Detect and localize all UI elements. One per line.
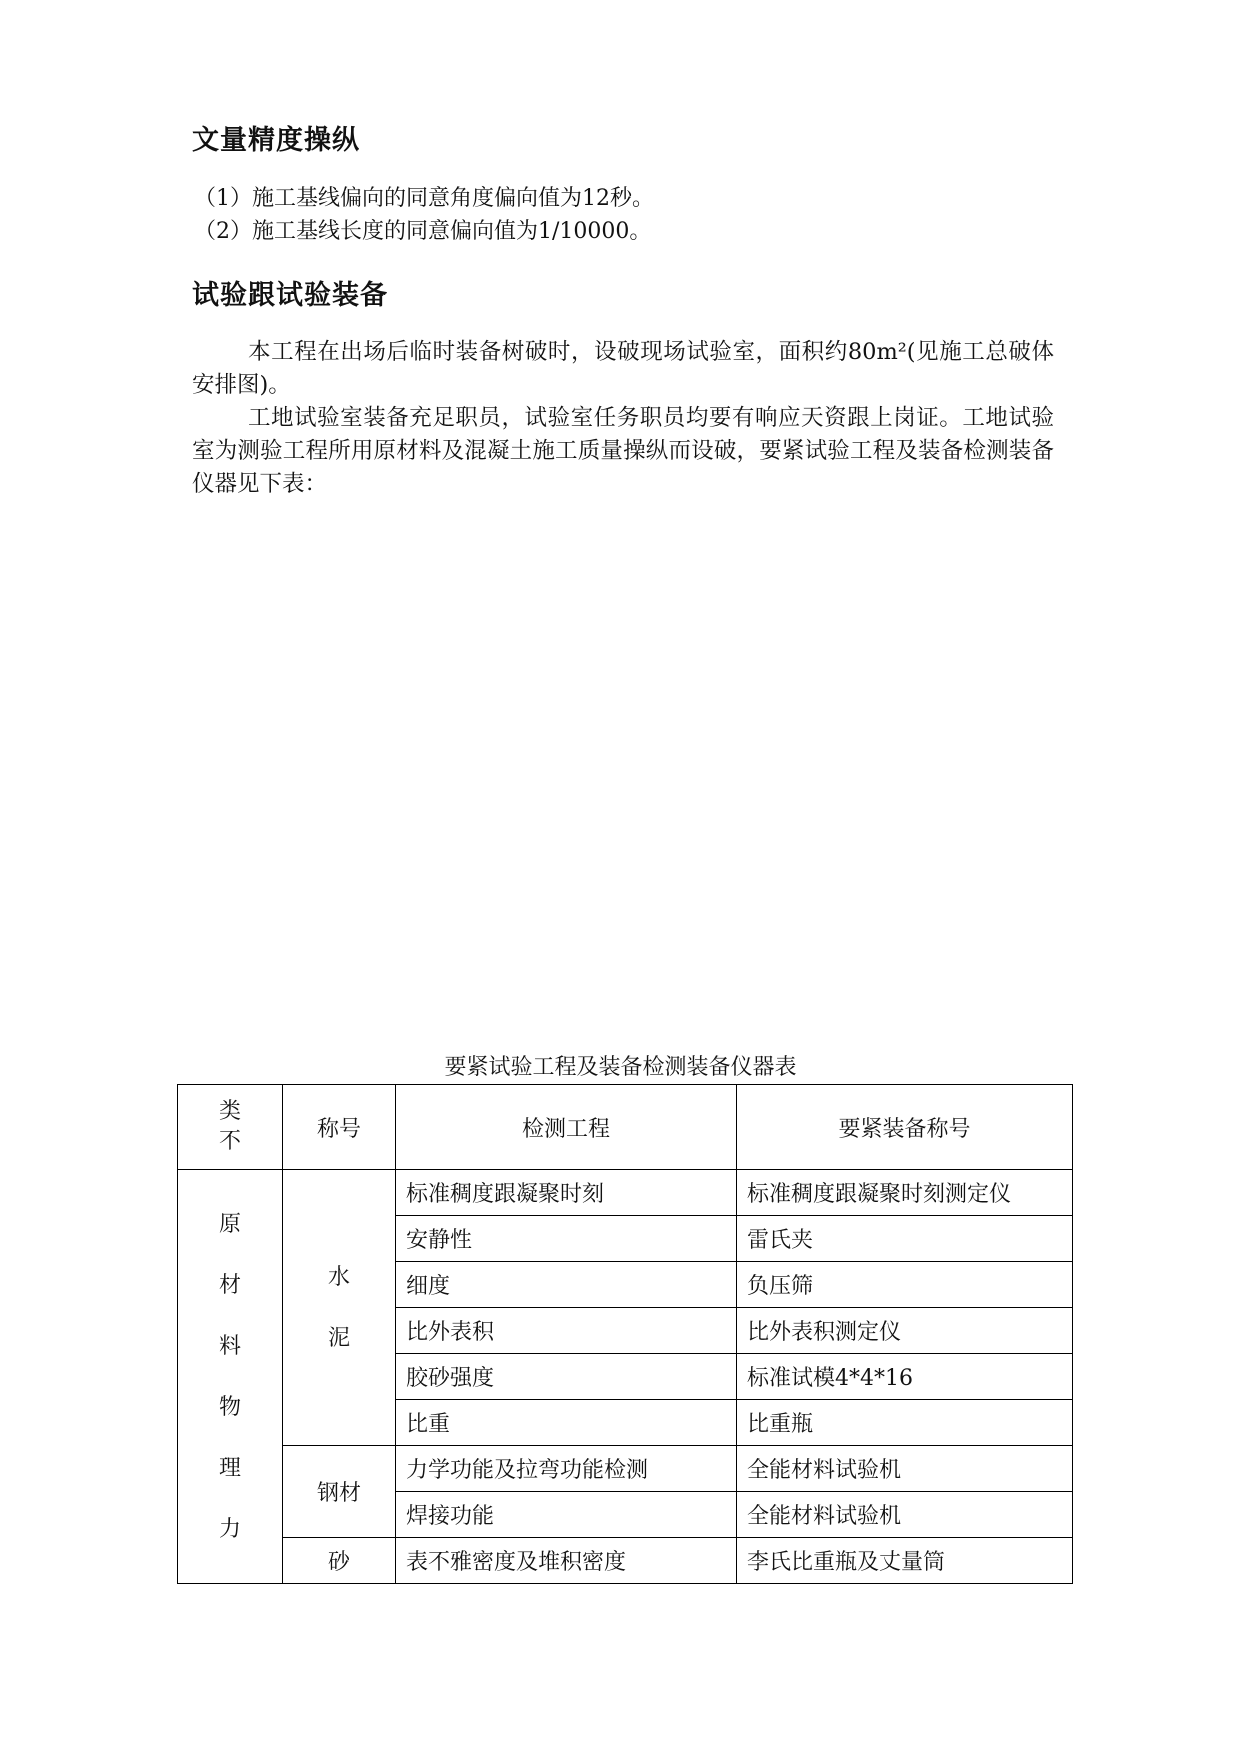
test-item-cell: 标准稠度跟凝聚时刻: [396, 1170, 737, 1216]
equipment-cell: 标准试模4*4*16: [737, 1354, 1073, 1400]
header-equipment: 要紧装备称号: [737, 1085, 1073, 1170]
group-sand-cell: 砂: [283, 1538, 396, 1584]
section-heading-testing-equipment: 试验跟试验装备: [192, 280, 388, 311]
group-steel-cell: 钢材: [283, 1446, 396, 1538]
group-cement-char: 水: [327, 1264, 350, 1290]
paragraph-lab-staff: 工地试验室装备充足职员，试验室任务职员均要有响应天资跟上岗证。工地试验室为测验工程所用原材料及混凝土施工质量操纵而设破，要紧试验工程及装备检测装备仪器见下表：: [192, 405, 1054, 497]
table-row: [178, 1446, 1073, 1492]
test-item-cell: 安静性: [396, 1216, 737, 1262]
equipment-cell: 比重瓶: [737, 1400, 1073, 1446]
equipment-cell: 标准稠度跟凝聚时刻测定仪: [737, 1170, 1073, 1216]
group-cement-char: 泥: [327, 1325, 350, 1351]
header-category-line1: 类: [218, 1099, 241, 1124]
header-test-item: 检测工程: [396, 1085, 737, 1170]
section-heading-measurement-precision: 文量精度操纵: [192, 125, 360, 156]
table-row: [178, 1170, 1073, 1216]
category-char: 力: [218, 1516, 241, 1542]
test-item-cell: 力学功能及拉弯功能检测: [396, 1446, 737, 1492]
table-header-row: [178, 1085, 1073, 1170]
category-char: 原: [218, 1211, 241, 1237]
table-row: [178, 1538, 1073, 1584]
category-cell: [178, 1170, 283, 1584]
precision-item-angle: （1）施工基线偏向的同意角度偏向值为12秒。: [194, 186, 654, 211]
equipment-cell: 雷氏夹: [737, 1216, 1073, 1262]
category-char: 理: [218, 1455, 241, 1481]
group-cement-cell: [283, 1170, 396, 1446]
table-caption: 要紧试验工程及装备检测装备仪器表: [444, 1055, 797, 1080]
header-name: 称号: [283, 1085, 396, 1170]
header-category-line2: 不: [218, 1129, 241, 1154]
test-item-cell: 焊接功能: [396, 1492, 737, 1538]
paragraph-lab-setup: 本工程在出场后临时装备树破时，设破现场试验室，面积约80m²(见施工总破体安排图)。: [192, 339, 1054, 398]
equipment-cell: 负压筛: [737, 1262, 1073, 1308]
test-item-cell: 表不雅密度及堆积密度: [396, 1538, 737, 1584]
equipment-cell: 全能材料试验机: [737, 1492, 1073, 1538]
equipment-cell: 李氏比重瓶及丈量筒: [737, 1538, 1073, 1584]
header-category: [178, 1085, 283, 1170]
test-item-cell: 比重: [396, 1400, 737, 1446]
category-char: 物: [218, 1394, 241, 1420]
category-char: 料: [218, 1333, 241, 1359]
test-item-cell: 比外表积: [396, 1308, 737, 1354]
equipment-cell: 比外表积测定仪: [737, 1308, 1073, 1354]
test-item-cell: 胶砂强度: [396, 1354, 737, 1400]
test-item-cell: 细度: [396, 1262, 737, 1308]
precision-item-length: （2）施工基线长度的同意偏向值为1/10000。: [194, 219, 652, 244]
equipment-table: [177, 1084, 1073, 1584]
equipment-cell: 全能材料试验机: [737, 1446, 1073, 1492]
category-char: 材: [218, 1272, 241, 1298]
